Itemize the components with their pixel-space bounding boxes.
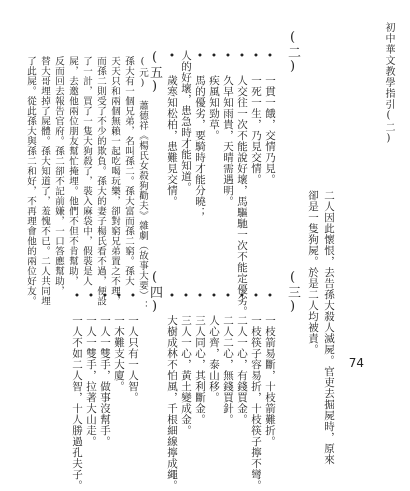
proverb-line: • 人交往一次不能說好壞，馬驅馳一次不能定優劣。 — [236, 50, 248, 317]
story-line: 孫大有一個兄弟，名叫孫二。孫大富而孫二窮。孫大 — [123, 56, 134, 286]
page-number: 74 — [348, 356, 364, 370]
intro-line: 卻是一隻狗屍。於是二人均被責。 — [307, 190, 319, 355]
proverb-line: • 一枝箭易斷，十枝箭難折。 — [264, 290, 276, 447]
story-line: 屍，去邀他兩位朋友幫忙掩埋。他們不但不肯幫助， — [67, 56, 78, 286]
story-line: 而孫二則受了不少的欺負。孫大的妻子楊氏看不過，便設 — [95, 56, 106, 306]
story-line: 天天只和兩個無賴一起吃喝玩樂，卻對窮兄弟置之不理， — [109, 56, 120, 306]
proverb-line: • 一人只有一人智。 — [127, 290, 139, 403]
story-heading: (元) 蕭德祥《楊氏女殺狗勸夫》雜劇（故事大要）： — [137, 56, 148, 311]
proverb-line: • 大樹成林不怕風，千根細線擰成繩。 — [166, 290, 178, 491]
proverb-line: • 一木難支大廈。 — [113, 290, 125, 392]
book-title: 初中華文教學指引(二) — [383, 22, 394, 145]
proverb-line: • 歲寒知松柏，患難見交情。 — [166, 50, 178, 207]
proverb-line: • 疾風知勁草。 — [208, 50, 220, 141]
proverb-line: • 人心齊，泰山移。 — [208, 290, 220, 403]
proverb-line: • 一枝筷子容易折，十枝筷子擰不彎。 — [250, 290, 262, 491]
proverb-line: • 二人一心，有錢買金。 — [236, 290, 248, 425]
proverb-line: • 三人一心，黃土變成金。 — [180, 290, 192, 436]
proverb-line: • 二人二心，無錢買針。 — [222, 290, 234, 425]
section-2-marker: (二) — [285, 30, 300, 75]
proverb-line: • 一人不如二人智，十人勝過孔夫子。 — [71, 290, 83, 491]
story-line: 替大哥埋掉了屍體。孫大知道了，羞愧不已。二人共同埋 — [39, 56, 50, 306]
proverb-line: • 一人一雙手，做事沒幫手。 — [99, 290, 111, 447]
section-3-marker: (三) — [285, 270, 300, 315]
proverb-line: 人的好壞，患急時才能知道。 — [180, 50, 192, 193]
proverb-line: • 久早知雨貴，天晴需遇明。 — [222, 50, 234, 207]
story-line: 了一計，買了一隻大狗殺了，裝入麻袋中，假裝是人 — [81, 56, 92, 286]
proverb-line: • 一死一生，乃見交情。 — [250, 50, 262, 185]
proverb-line: • 三人同心，其利斷金。 — [194, 290, 206, 425]
proverb-line: • 馬的優劣，要騎時才能分曉； — [194, 50, 206, 218]
story-line: 了此屍。從此孫大與孫二和好，不再理會他的兩位好友。 — [25, 56, 36, 306]
story-line: 反而回去報告官府。孫二卻不記前嫌，一口答應幫助， — [53, 56, 64, 296]
section-4-marker: (四) — [147, 270, 162, 315]
proverb-line: • 一人一雙手，拉著大山走。 — [85, 290, 97, 447]
intro-line: 二人因此懷恨，去告孫大殺人滅屍。官吏去掘屍時，原來 — [323, 190, 335, 465]
section-5-marker: (五) — [147, 50, 162, 95]
proverb-line: • 一貫一餓，交情乃見。 — [264, 50, 276, 185]
